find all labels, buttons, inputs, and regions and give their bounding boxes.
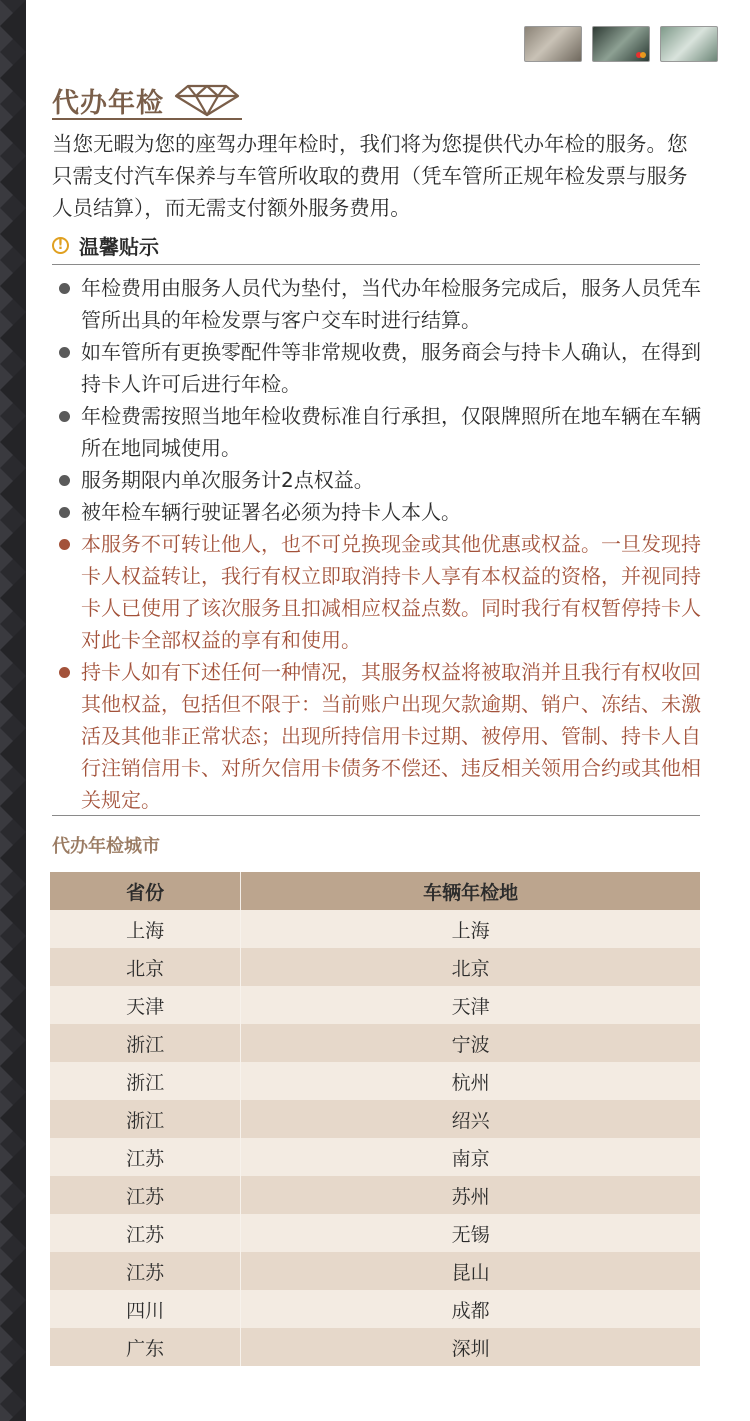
- bullet-dot-icon: [59, 507, 70, 518]
- tips-top-divider: [52, 264, 700, 265]
- table-row: [50, 910, 700, 948]
- tips-header: [52, 231, 159, 260]
- province-cell: 江苏: [50, 1138, 241, 1176]
- bullet-dot-icon: [59, 475, 70, 486]
- card-image-1: [524, 26, 582, 62]
- city-cell: 无锡: [241, 1214, 700, 1252]
- city-cell: 杭州: [241, 1062, 700, 1100]
- column-header-province: 省份: [50, 872, 241, 910]
- tips-bottom-divider: [52, 815, 700, 816]
- table-row: [50, 1100, 700, 1138]
- city-cell: 深圳: [241, 1328, 700, 1366]
- city-cell: 上海: [241, 910, 700, 948]
- left-decorative-strip: [0, 0, 26, 1421]
- card-image-3: [660, 26, 718, 62]
- province-cell: 浙江: [50, 1100, 241, 1138]
- tips-label: 温馨贴示: [79, 235, 159, 259]
- card-image-2: [592, 26, 650, 62]
- table-row: [50, 948, 700, 986]
- province-cell: 天津: [50, 986, 241, 1024]
- tip-item: [57, 496, 702, 528]
- province-cell: 四川: [50, 1290, 241, 1328]
- tip-text: 持卡人如有下述任何一种情况，其服务权益将被取消并且我行有权收回其他权益，包括但不限于：当前账户出现欠款逾期、销户、冻结、未激活及其他非正常状态；出现所持信用卡过期、被停用、管制、持卡人自行注销信用卡、对所欠信用卡债务不偿还、违反相关领用合约或其他相关规定。: [81, 660, 701, 812]
- tip-text: 本服务不可转让他人，也不可兑换现金或其他优惠或权益。一旦发现持卡人权益转让，我行有权立即取消持卡人享有本权益的资格，并视同持卡人已使用了该次服务且扣减相应权益点数。同时我行有权暂停持卡人对此卡全部权益的享有和使用。: [81, 532, 701, 652]
- column-header-city: 车辆年检地: [241, 872, 700, 910]
- mastercard-logo-icon: [636, 52, 646, 58]
- tip-text: 年检费需按照当地年检收费标准自行承担，仅限牌照所在地车辆在车辆所在地同城使用。: [81, 404, 701, 460]
- table-row: [50, 1176, 700, 1214]
- city-cell: 南京: [241, 1138, 700, 1176]
- section-title: 代办年检: [52, 87, 164, 119]
- table-row: [50, 1024, 700, 1062]
- cities-table: [50, 872, 700, 1366]
- province-cell: 上海: [50, 910, 241, 948]
- province-cell: 江苏: [50, 1252, 241, 1290]
- table-row: [50, 1062, 700, 1100]
- province-cell: 江苏: [50, 1214, 241, 1252]
- province-cell: 江苏: [50, 1176, 241, 1214]
- province-cell: 北京: [50, 948, 241, 986]
- city-cell: 成都: [241, 1290, 700, 1328]
- cities-title: 代办年检城市: [52, 836, 160, 857]
- city-cell: 绍兴: [241, 1100, 700, 1138]
- section-header: [52, 80, 252, 120]
- bullet-dot-icon: [59, 539, 70, 550]
- table-header-row: [50, 872, 700, 910]
- tip-item: [57, 336, 702, 400]
- bullet-dot-icon: [59, 283, 70, 294]
- card-thumbnails: [524, 26, 718, 62]
- exclamation-circle-icon: !: [52, 237, 69, 254]
- tip-item: [57, 272, 702, 336]
- table-row: [50, 1328, 700, 1366]
- tips-list: [57, 272, 702, 816]
- table-row: [50, 1290, 700, 1328]
- province-cell: 广东: [50, 1328, 241, 1366]
- city-cell: 宁波: [241, 1024, 700, 1062]
- table-row: [50, 1252, 700, 1290]
- city-cell: 昆山: [241, 1252, 700, 1290]
- table-row: [50, 1138, 700, 1176]
- tip-text: 被年检车辆行驶证署名必须为持卡人本人。: [81, 500, 461, 524]
- diamond-pattern-decoration: [0, 0, 26, 1421]
- province-cell: 浙江: [50, 1062, 241, 1100]
- tip-item-warning: [57, 528, 702, 656]
- diamond-icon: [174, 83, 240, 117]
- bullet-dot-icon: [59, 347, 70, 358]
- province-cell: 浙江: [50, 1024, 241, 1062]
- table-row: [50, 1214, 700, 1252]
- intro-paragraph: 当您无暇为您的座驾办理年检时，我们将为您提供代办年检的服务。您只需支付汽车保养与车管所收取的费用（凭车管所正规年检发票与服务人员结算），而无需支付额外服务费用。: [52, 132, 688, 220]
- tip-item-warning: [57, 656, 702, 816]
- tip-item: [57, 464, 702, 496]
- tip-text: 服务期限内单次服务计2点权益。: [81, 468, 374, 492]
- city-cell: 北京: [241, 948, 700, 986]
- bullet-dot-icon: [59, 667, 70, 678]
- city-cell: 苏州: [241, 1176, 700, 1214]
- title-underline: [52, 118, 242, 120]
- city-cell: 天津: [241, 986, 700, 1024]
- table-row: [50, 986, 700, 1024]
- tip-item: [57, 400, 702, 464]
- tip-text: 如车管所有更换零配件等非常规收费，服务商会与持卡人确认，在得到持卡人许可后进行年检。: [81, 340, 701, 396]
- bullet-dot-icon: [59, 411, 70, 422]
- tip-text: 年检费用由服务人员代为垫付，当代办年检服务完成后，服务人员凭车管所出具的年检发票与客户交车时进行结算。: [81, 276, 701, 332]
